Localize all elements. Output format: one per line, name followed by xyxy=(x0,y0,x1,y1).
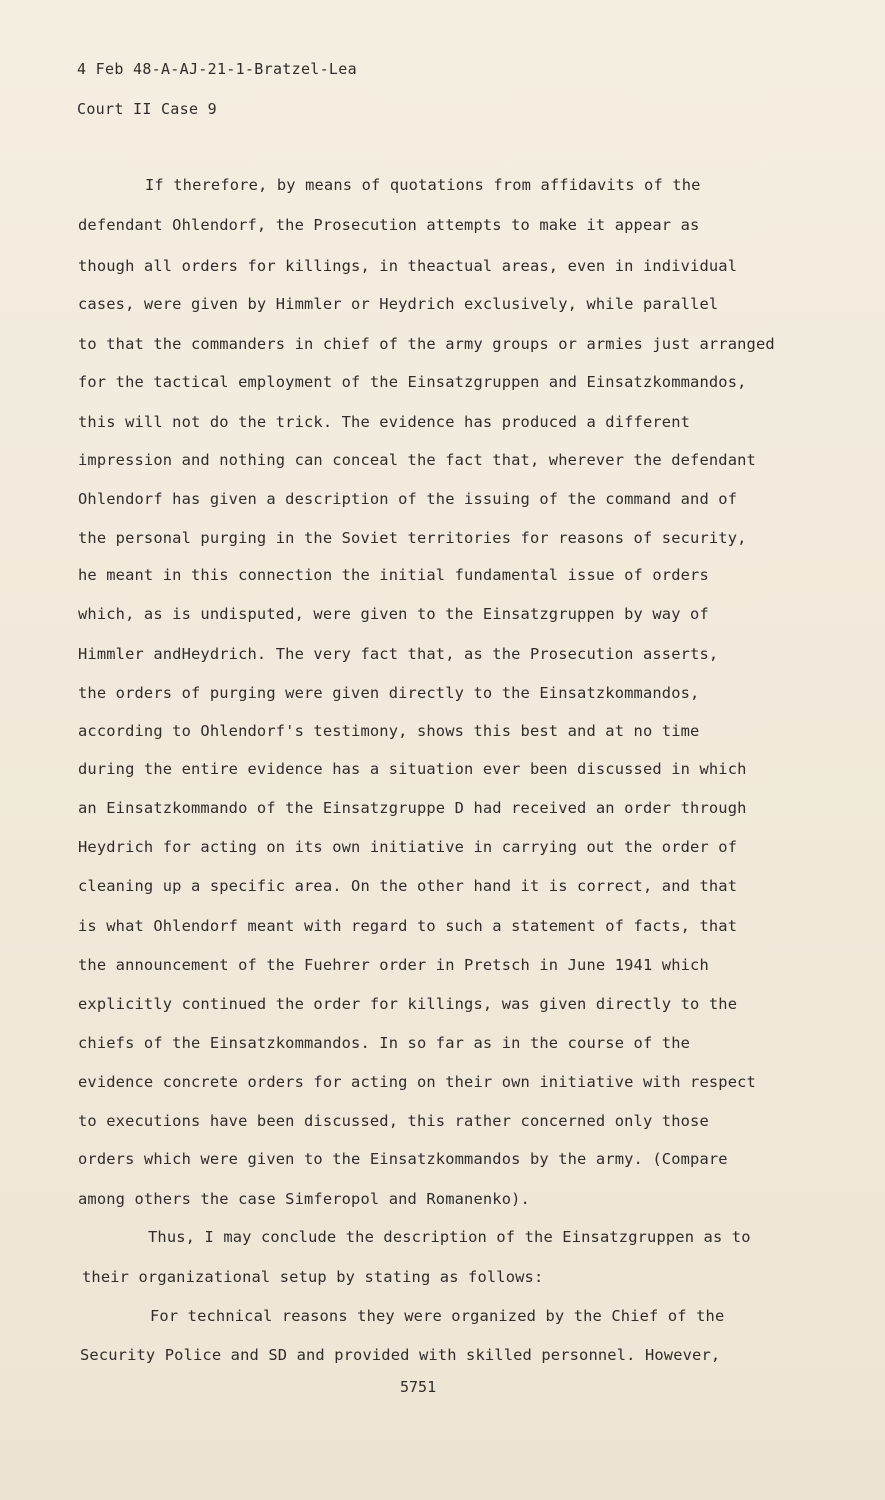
text-line: For technical reasons they were organized by the Chief of the xyxy=(150,1307,725,1325)
text-line: is what Ohlendorf meant with regard to such a statement of facts, that xyxy=(78,917,738,935)
text-line: impression and nothing can conceal the fact that, wherever the defendant xyxy=(78,451,756,469)
text-line: the orders of purging were given directly to the Einsatzkommandos, xyxy=(78,684,700,702)
text-line: defendant Ohlendorf, the Prosecution attempts to make it appear as xyxy=(78,216,700,234)
text-line: Heydrich for acting on its own initiative in carrying out the order of xyxy=(78,838,738,856)
text-line: the personal purging in the Soviet territories for reasons of security, xyxy=(78,529,747,547)
text-line: cleaning up a specific area. On the other hand it is correct, and that xyxy=(78,877,738,895)
text-line: which, as is undisputed, were given to the Einsatzgruppen by way of xyxy=(78,605,709,623)
text-line: Ohlendorf has given a description of the issuing of the command and of xyxy=(78,490,738,508)
text-line: If therefore, by means of quotations from affidavits of the xyxy=(145,176,701,194)
text-line: chiefs of the Einsatzkommandos. In so far as in the course of the xyxy=(78,1034,691,1052)
text-line: cases, were given by Himmler or Heydrich exclusively, while parallel xyxy=(78,295,719,313)
text-line: an Einsatzkommando of the Einsatzgruppe D had received an order through xyxy=(78,799,747,817)
text-line: Thus, I may conclude the description of the Einsatzgruppen as to xyxy=(148,1228,751,1246)
text-line: for the tactical employment of the Einsatzgruppen and Einsatzkommandos, xyxy=(78,373,747,391)
document-reference: 4 Feb 48-A-AJ-21-1-Bratzel-Lea xyxy=(77,60,357,78)
text-line: to executions have been discussed, this rather concerned only those xyxy=(78,1112,709,1130)
text-line: evidence concrete orders for acting on their own initiative with respect xyxy=(78,1073,756,1091)
text-line: though all orders for killings, in theactual areas, even in individual xyxy=(78,257,738,275)
text-line: explicitly continued the order for killings, was given directly to the xyxy=(78,995,738,1013)
text-line: to that the commanders in chief of the army groups or armies just arranged xyxy=(78,335,775,353)
text-line: among others the case Simferopol and Romanenko). xyxy=(78,1190,530,1208)
text-line: Security Police and SD and provided with skilled personnel. However, xyxy=(80,1346,721,1364)
text-line: the announcement of the Fuehrer order in Pretsch in June 1941 which xyxy=(78,956,709,974)
text-line: he meant in this connection the initial fundamental issue of orders xyxy=(78,566,709,584)
text-line: orders which were given to the Einsatzkommandos by the army. (Compare xyxy=(78,1150,728,1168)
text-line: according to Ohlendorf's testimony, shows this best and at no time xyxy=(78,722,700,740)
page-number: 5751 xyxy=(400,1378,437,1396)
court-case-label: Court II Case 9 xyxy=(77,100,217,118)
text-line: during the entire evidence has a situation ever been discussed in which xyxy=(78,760,747,778)
text-line: this will not do the trick. The evidence has produced a different xyxy=(78,413,691,431)
text-line: their organizational setup by stating as follows: xyxy=(82,1268,544,1286)
text-line: Himmler andHeydrich. The very fact that, as the Prosecution asserts, xyxy=(78,645,719,663)
